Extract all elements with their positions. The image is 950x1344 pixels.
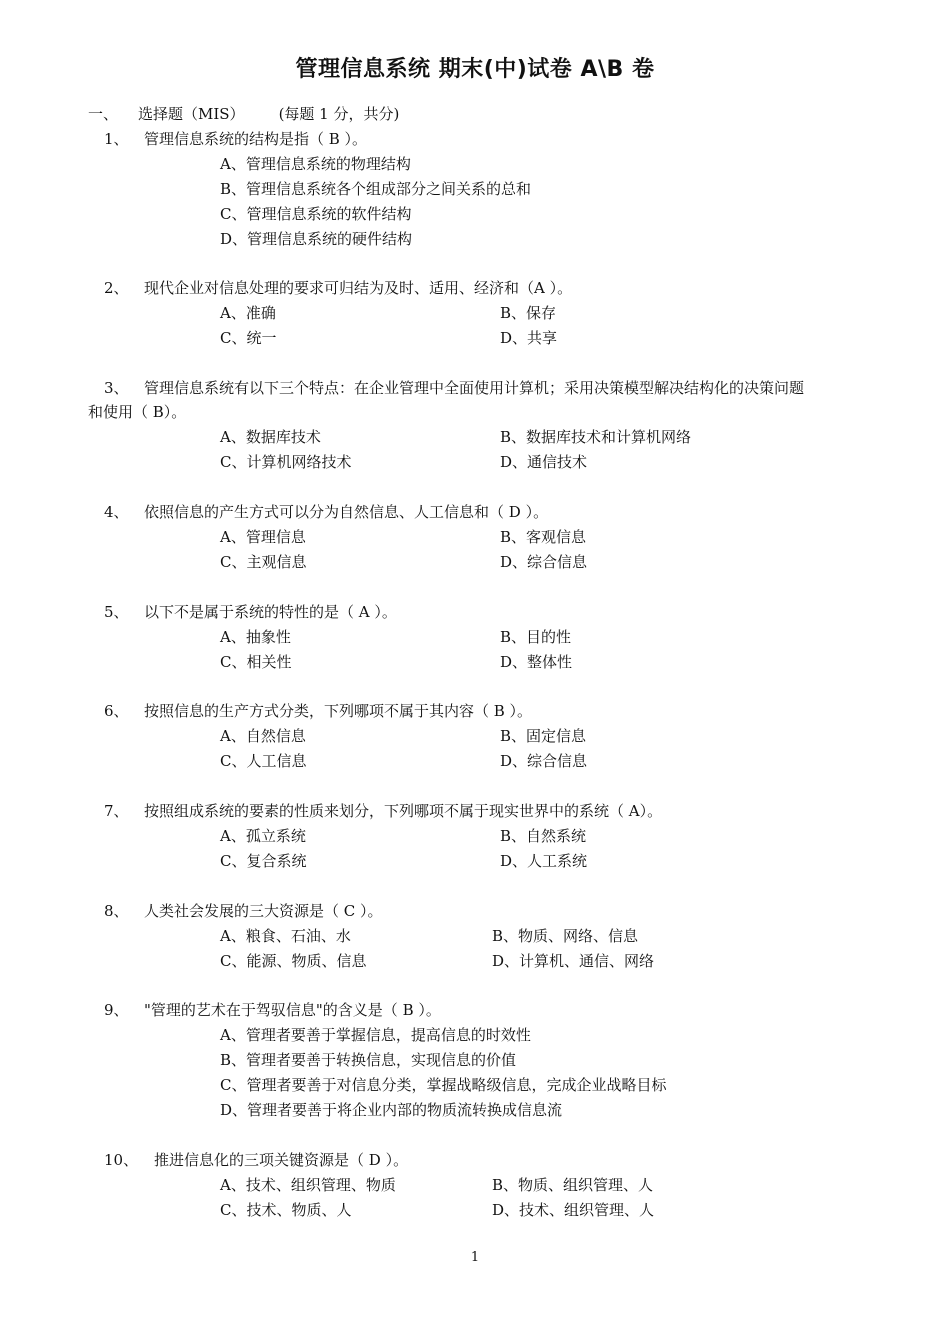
option: D、计算机、通信、网络 [492, 952, 655, 970]
option: B、自然系统 [500, 827, 587, 845]
question-number: 9、 [104, 1001, 129, 1019]
option: A、孤立系统 [220, 827, 306, 845]
question-8 [104, 900, 383, 922]
option: C、计算机网络技术 [220, 453, 352, 471]
option: B、物质、网络、信息 [492, 927, 639, 945]
question-text: 推进信息化的三项关键资源是（ D ）。 [154, 1151, 409, 1169]
question-number: 1、 [104, 130, 129, 148]
option: C、技术、物质、人 [220, 1201, 352, 1219]
question-number: 6、 [104, 702, 129, 720]
option: C、相关性 [220, 653, 292, 671]
option: A、抽象性 [220, 628, 291, 646]
exam-title: 管理信息系统 期末(中)试卷 A\B 卷 [295, 57, 655, 82]
option: D、综合信息 [500, 553, 588, 571]
question-5 [104, 601, 397, 623]
question-10 [104, 1149, 408, 1171]
question-number: 2、 [104, 279, 129, 297]
question-number: 3、 [104, 379, 129, 397]
option: A、管理信息系统的物理结构 [220, 155, 411, 173]
question-text: 管理信息系统的结构是指（ B ）。 [144, 130, 368, 148]
option: D、整体性 [500, 653, 573, 671]
question-number: 5、 [104, 603, 129, 621]
section-heading [88, 103, 399, 125]
option: C、主观信息 [220, 553, 307, 571]
question-3 [104, 377, 804, 399]
option: B、目的性 [500, 628, 572, 646]
option: A、自然信息 [220, 727, 306, 745]
question-text: 以下不是属于系统的特性的是（ A ）。 [144, 603, 397, 621]
question-text: 现代企业对信息处理的要求可归结为及时、适用、经济和（A ）。 [144, 279, 573, 297]
question-9 [104, 999, 441, 1021]
option: C、人工信息 [220, 752, 307, 770]
option: B、固定信息 [500, 727, 587, 745]
option: A、技术、组织管理、物质 [220, 1176, 396, 1194]
question-text: 人类社会发展的三大资源是（ C ）。 [144, 902, 383, 920]
option: B、物质、组织管理、人 [492, 1176, 654, 1194]
option: B、保存 [500, 304, 557, 322]
section-number: 一、 [88, 105, 119, 123]
option: D、管理者要善于将企业内部的物质流转换成信息流 [220, 1101, 563, 1119]
option: D、通信技术 [500, 453, 588, 471]
question-text: 依照信息的产生方式可以分为自然信息、人工信息和（ D ）。 [144, 503, 549, 521]
option: D、管理信息系统的硬件结构 [220, 230, 413, 248]
question-text: 管理信息系统有以下三个特点：在企业管理中全面使用计算机；采用决策模型解决结构化的决策问题 [144, 379, 805, 397]
option: A、管理者要善于掌握信息，提高信息的时效性 [220, 1026, 531, 1044]
option: A、粮食、石油、水 [220, 927, 351, 945]
option: A、管理信息 [220, 528, 306, 546]
option: C、管理者要善于对信息分类，掌握战略级信息，完成企业战略目标 [220, 1076, 667, 1094]
question-text: 按照组成系统的要素的性质来划分，下列哪项不属于现实世界中的系统（ A）。 [144, 802, 663, 820]
option: D、技术、组织管理、人 [492, 1201, 655, 1219]
question-number: 7、 [104, 802, 129, 820]
question-text: 按照信息的生产方式分类，下列哪项不属于其内容（ B ）。 [144, 702, 533, 720]
page-number: 1 [470, 1250, 480, 1265]
option: B、管理信息系统各个组成部分之间关系的总和 [220, 180, 532, 198]
question-number: 8、 [104, 902, 129, 920]
option: D、共享 [500, 329, 558, 347]
question-1 [104, 128, 367, 150]
question-number: 10、 [104, 1151, 139, 1169]
question-2 [104, 277, 572, 299]
option: D、综合信息 [500, 752, 588, 770]
question-7 [104, 800, 662, 822]
section-label: 选择题（MIS） [138, 105, 245, 123]
option: C、复合系统 [220, 852, 307, 870]
option: C、能源、物质、信息 [220, 952, 367, 970]
question-text: "管理的艺术在于驾驭信息"的含义是（ B ）。 [144, 1001, 441, 1019]
option: D、人工系统 [500, 852, 588, 870]
option: B、客观信息 [500, 528, 587, 546]
question-number: 4、 [104, 503, 129, 521]
question-6 [104, 700, 532, 722]
section-scoring: (每题 1 分，共分) [278, 105, 400, 123]
option: A、数据库技术 [220, 428, 321, 446]
option: C、管理信息系统的软件结构 [220, 205, 412, 223]
option: B、管理者要善于转换信息，实现信息的价值 [220, 1051, 517, 1069]
question-4 [104, 501, 548, 523]
option: A、准确 [220, 304, 276, 322]
question-text-continued: 和使用（ B）。 [88, 403, 187, 421]
option: C、统一 [220, 329, 277, 347]
option: B、数据库技术和计算机网络 [500, 428, 692, 446]
